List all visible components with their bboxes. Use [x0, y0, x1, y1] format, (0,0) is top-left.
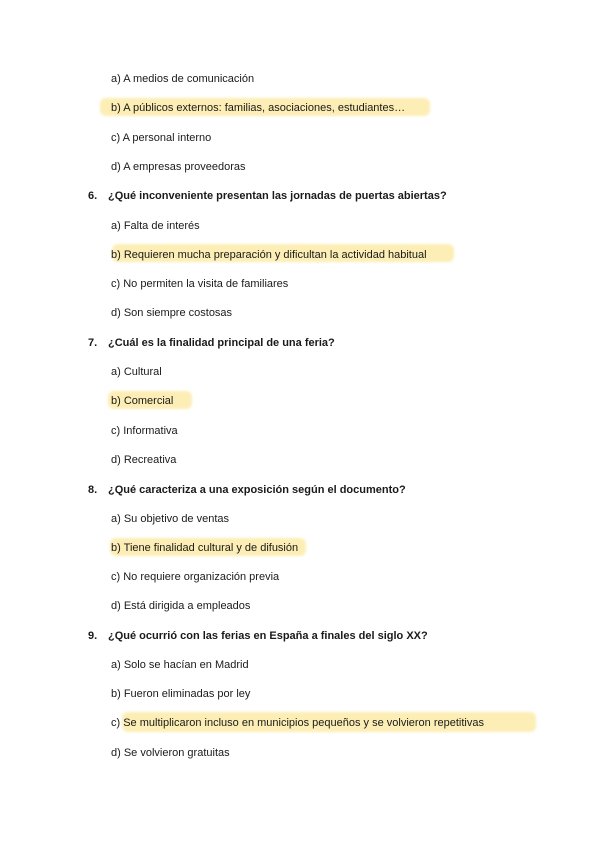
q8-option-d: d) Está dirigida a empleados: [111, 600, 251, 612]
q9-option-c: c) Se multiplicaron incluso en municipios pequeños y se volvieron repetitivas: [111, 717, 484, 729]
q7-option-b: b) Comercial: [111, 395, 174, 407]
q6-question: ¿Qué inconveniente presentan las jornadas de puertas abiertas?: [108, 190, 447, 202]
q9-question: ¿Qué ocurrió con las ferias en España a finales del siglo XX?: [108, 630, 428, 642]
q7-option-a: a) Cultural: [111, 366, 162, 378]
q5-option-a: a) A medios de comunicación: [111, 73, 255, 85]
q9-option-d: d) Se volvieron gratuitas: [111, 747, 230, 759]
q5-option-d: d) A empresas proveedoras: [111, 161, 246, 173]
q8-question: ¿Qué caracteriza a una exposición según el documento?: [108, 484, 406, 496]
q9-option-a: a) Solo se hacían en Madrid: [111, 659, 249, 671]
q9-number: 9.: [88, 630, 98, 642]
q6-option-c: c) No permiten la visita de familiares: [111, 278, 289, 290]
q6-number: 6.: [88, 190, 98, 202]
q8-number: 8.: [88, 484, 98, 496]
q6-option-b: b) Requieren mucha preparación y dificultan la actividad habitual: [111, 249, 427, 261]
q6-option-d: d) Son siempre costosas: [111, 307, 233, 319]
q7-option-c: c) Informativa: [111, 425, 178, 437]
q5-option-b: b) A públicos externos: familias, asociaciones, estudiantes…: [111, 102, 406, 114]
q7-option-d: d) Recreativa: [111, 454, 177, 466]
q7-number: 7.: [88, 337, 98, 349]
q6-option-a: a) Falta de interés: [111, 220, 200, 232]
q5-option-c: c) A personal interno: [111, 132, 212, 144]
q9-option-b: b) Fueron eliminadas por ley: [111, 688, 251, 700]
q8-option-b: b) Tiene finalidad cultural y de difusión: [111, 542, 299, 554]
q8-option-c: c) No requiere organización previa: [111, 571, 280, 583]
q7-question: ¿Cuál es la finalidad principal de una feria?: [108, 337, 335, 349]
q8-option-a: a) Su objetivo de ventas: [111, 513, 230, 525]
